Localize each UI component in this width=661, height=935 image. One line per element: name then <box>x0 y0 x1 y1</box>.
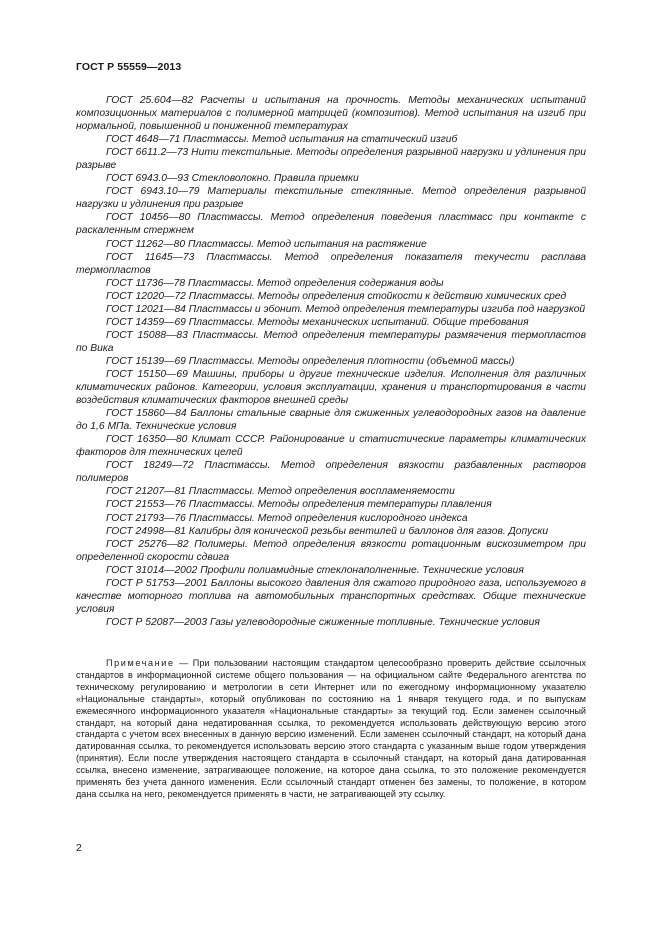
reference-item: ГОСТ 24998—81 Калибры для конической резьбы вентилей и баллонов для газов. Допуски <box>106 525 549 537</box>
reference-item: ГОСТ 25.604—82 Расчеты и испытания на прочность. Методы механических испытаний композиционных материалов с полимерной матрицей (композитов). Метод испытания на изгиб при нормальной, повышенной и пониженной температурах <box>76 95 586 133</box>
reference-item: ГОСТ 11645—73 Пластмассы. Метод определения показателя текучести расплава термопластов <box>76 251 586 276</box>
reference-item: ГОСТ 15088—83 Пластмассы. Метод определения температуры размягчения термопластов по Вика <box>76 329 586 354</box>
reference-item: ГОСТ 11736—78 Пластмассы. Метод определения содержания воды <box>106 277 444 289</box>
reference-item: ГОСТ 25276—82 Полимеры. Метод определения вязкости ротационным вискозиметром при определенной скорости сдвига <box>76 538 586 563</box>
reference-item: ГОСТ 12020—72 Пластмассы. Методы определения стойкости к действию химических сред <box>106 290 567 302</box>
reference-item: ГОСТ 15860—84 Баллоны стальные сварные для сжиженных углеводородных газов на давление до 1,6 МПа. Технические условия <box>76 408 586 433</box>
note-text: — При пользовании настоящим стандартом целесообразно проверить действие ссылочных стандартов в информационной системе общего пользования — на официальном сайте Федерального агентства по техническому регулированию и метрологии в сети Интернет или по ежегодному информационному указателю «Национальные стандарты», который опубликован по состоянию на 1 января текущего года, и по выпускам ежемесячного информационного указателя «Национальные стандарты» за текущий год. Если заменен ссылочный стандарт, на который дана недатированная ссылка, то рекомендуется использовать действующую версию этого стандарта с учетом всех внесенных в данную версию изменений. Если заменен ссылочный стандарт, на который дана датированная ссылка, то рекомендуется использовать версию этого стандарта с указанным выше годом утверждения (принятия). Если после утверждения настоящего стандарта в ссылочный стандарт, на который дана датированная ссылка, внесено изменение, затрагивающее положение, на которое дана ссылка, то это положение рекомендуется применять без учета данного изменения. Если ссылочный стандарт отменен без замены, то положение, в котором дана ссылка на него, рекомендуется применять в части, не затрагивающей эту ссылку. <box>76 658 586 799</box>
reference-item: ГОСТ 6943.10—79 Материалы текстильные стеклянные. Метод определения разрывной нагрузки и удлинения при разрыве <box>76 186 586 211</box>
note-label: Примечание <box>106 658 175 668</box>
reference-item: ГОСТ Р 52087—2003 Газы углеводородные сжиженные топливные. Технические условия <box>106 616 540 628</box>
reference-item: ГОСТ 4648—71 Пластмассы. Метод испытания на статический изгиб <box>106 134 458 146</box>
reference-item: ГОСТ 21207—81 Пластмассы. Метод определения воспламеняемости <box>106 486 455 498</box>
note-paragraph <box>76 658 586 801</box>
reference-item: ГОСТ 12021—84 Пластмассы и эбонит. Метод определения температуры изгиба под нагрузкой <box>106 303 586 315</box>
reference-item: ГОСТ 21793—76 Пластмассы. Метод определения кислородного индекса <box>106 512 468 524</box>
reference-item: ГОСТ 14359—69 Пластмассы. Методы механических испытаний. Общие требования <box>106 316 529 328</box>
reference-item: ГОСТ 16350—80 Климат СССР. Районирование и статистические параметры климатических факторов для технических целей <box>76 434 586 459</box>
page-number: 2 <box>76 842 82 854</box>
note-block <box>76 658 586 801</box>
reference-item: ГОСТ 11262—80 Пластмассы. Метод испытания на растяжение <box>106 238 427 250</box>
reference-item: ГОСТ 21553—76 Пластмассы. Методы определения температуры плавления <box>106 499 492 511</box>
reference-item: ГОСТ 10456—80 Пластмассы. Метод определения поведения пластмасс при контакте с раскаленным стержнем <box>76 212 586 237</box>
reference-item: ГОСТ 18249—72 Пластмассы. Метод определения вязкости разбавленных растворов полимеров <box>76 460 586 485</box>
reference-item: ГОСТ Р 51753—2001 Баллоны высокого давления для сжатого природного газа, используемого в качестве моторного топлива на автомобильных транспортных средствах. Общие технические условия <box>76 577 586 615</box>
references-list <box>76 94 586 629</box>
reference-item: ГОСТ 31014—2002 Профили полиамидные стеклонаполненные. Технические условия <box>106 564 524 576</box>
reference-item: ГОСТ 6611.2—73 Нити текстильные. Методы определения разрывной нагрузки и удлинения при разрыве <box>76 147 586 172</box>
document-header: ГОСТ Р 55559—2013 <box>76 61 182 73</box>
reference-item: ГОСТ 6943.0—93 Стекловолокно. Правила приемки <box>106 173 359 185</box>
reference-item: ГОСТ 15150—69 Машины, приборы и другие технические изделия. Исполнения для различных климатических районов. Категории, условия эксплуатации, хранения и транспортирования в части воздействия климатических факторов внешней среды <box>76 368 586 407</box>
reference-item: ГОСТ 15139—69 Пластмассы. Методы определения плотности (объемной массы) <box>106 355 515 367</box>
